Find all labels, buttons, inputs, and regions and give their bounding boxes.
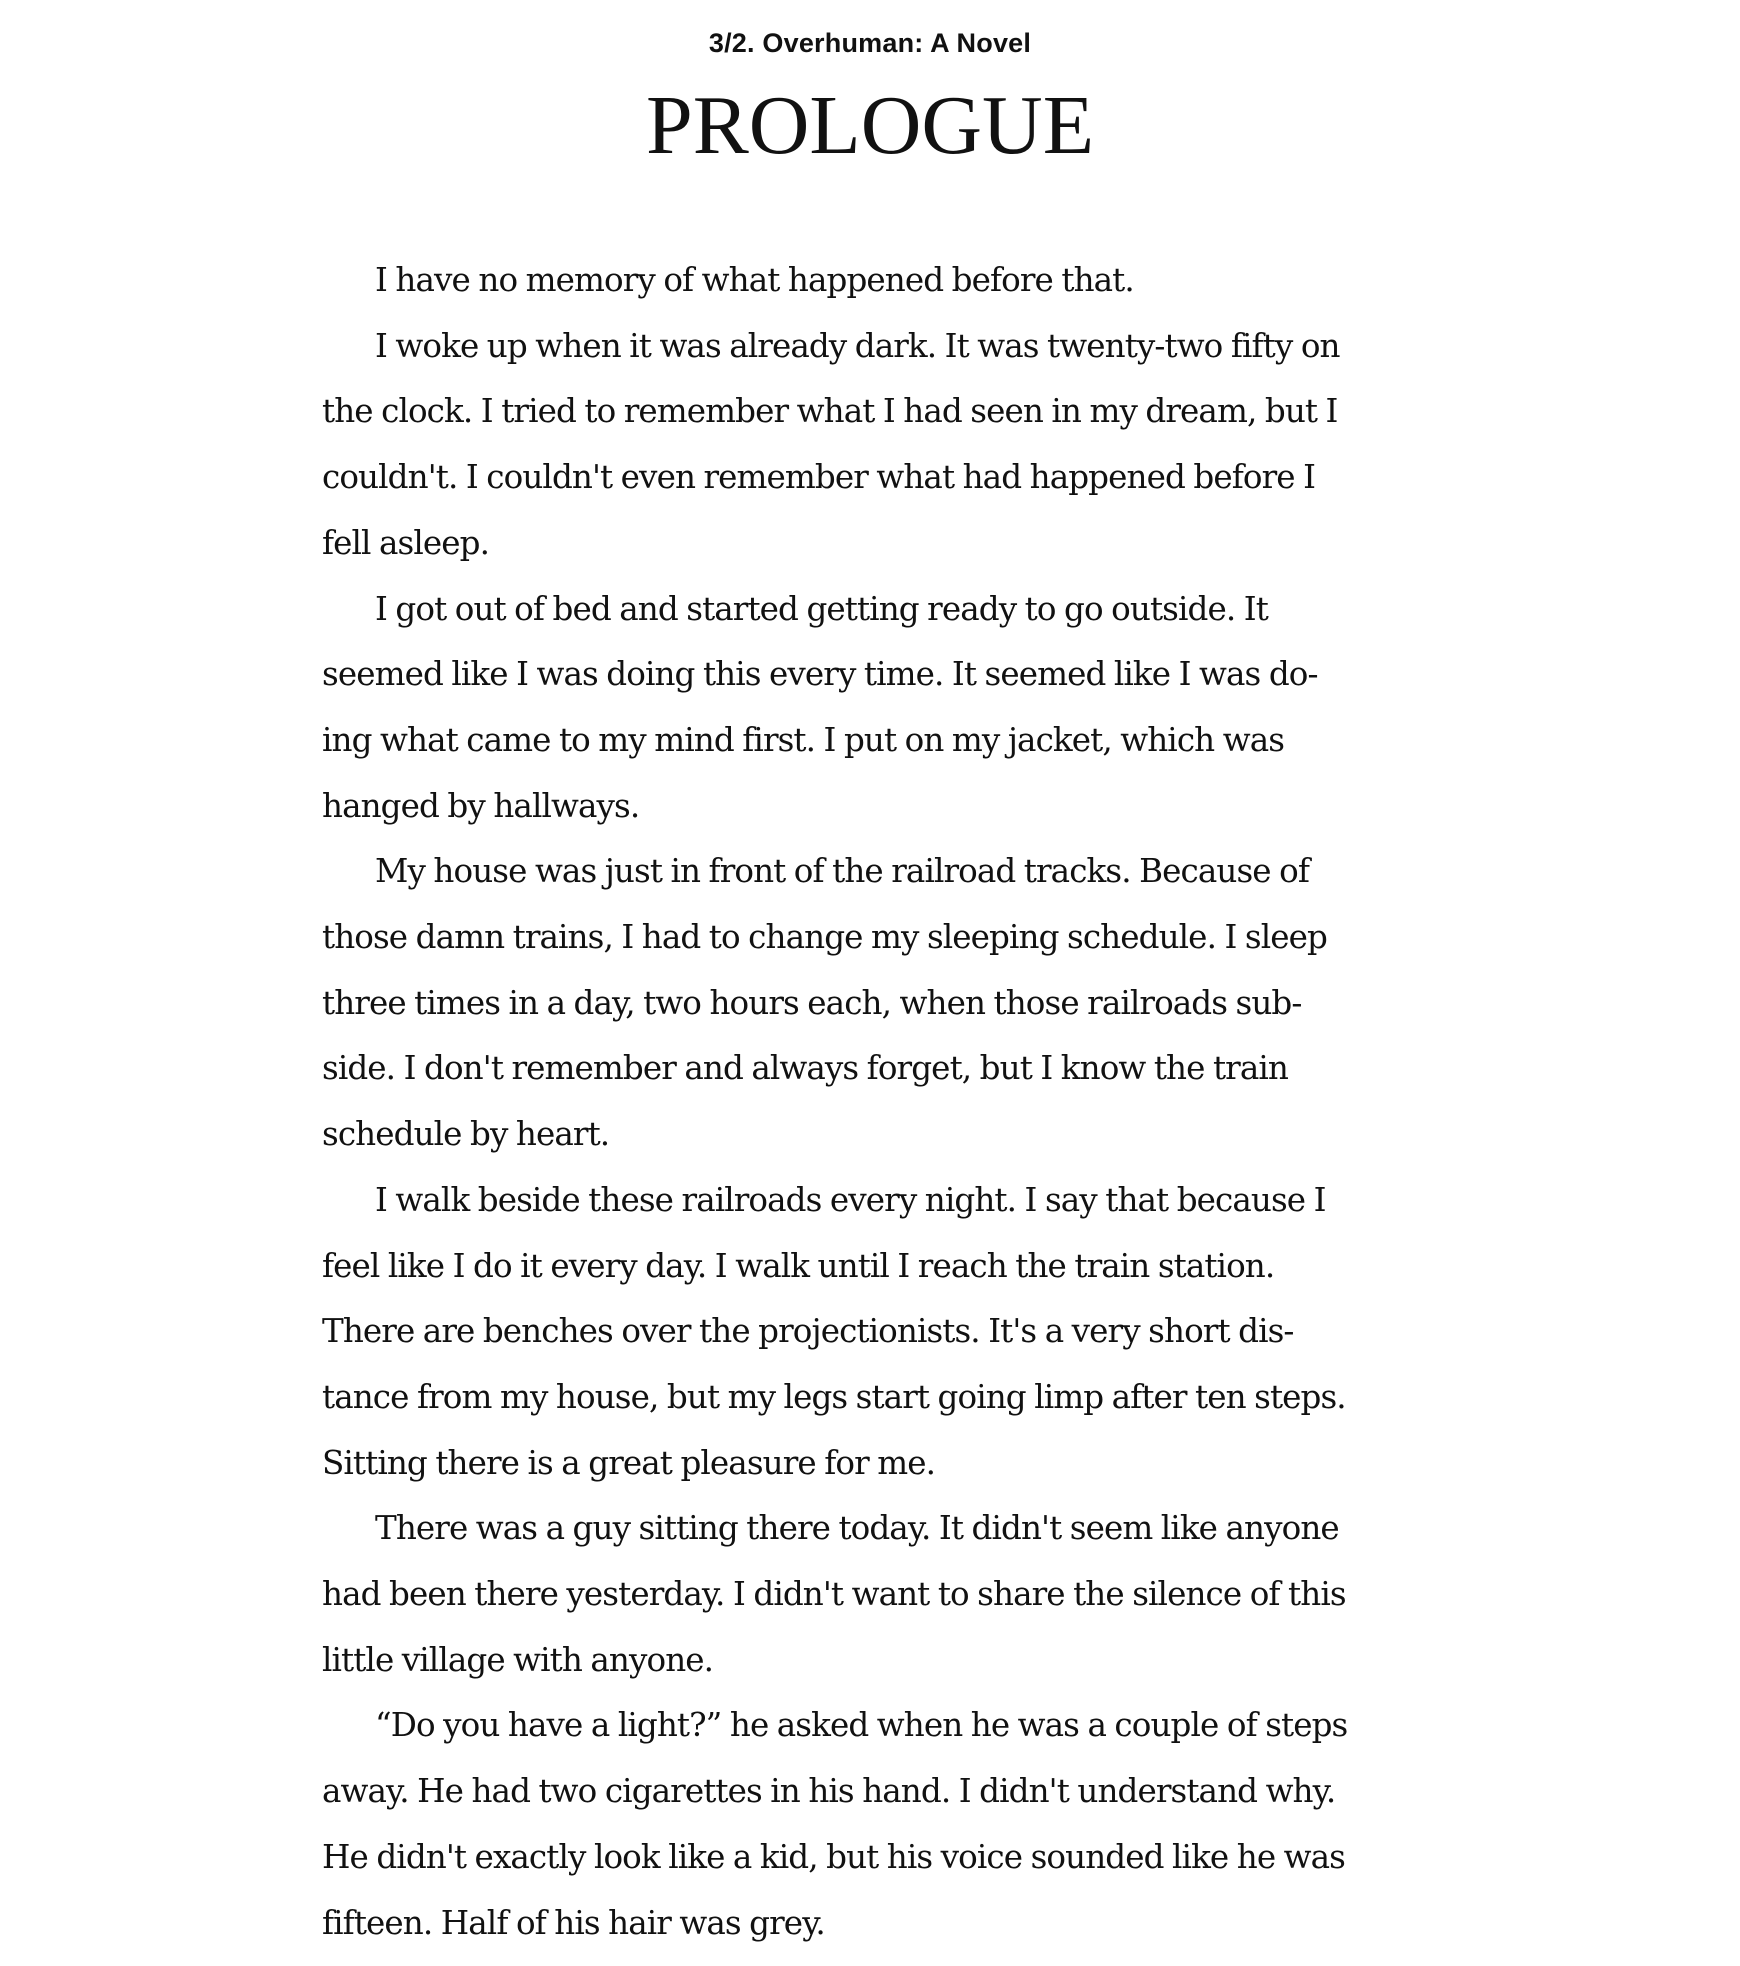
text-line: My house was just in front of the railroad tracks. Because of [375, 852, 1310, 891]
text-line: “Do you have a light?” he asked when he was a couple of steps [375, 1706, 1348, 1745]
text-line: fell asleep. [322, 523, 490, 562]
text-line: away. He had two cigarettes in his hand. I didn't understand why. [322, 1772, 1336, 1811]
text-line: hanged by hallways. [322, 786, 640, 825]
paragraph [322, 839, 1432, 1168]
text-line: couldn't. I couldn't even remember what had happened before I [322, 458, 1316, 497]
text-line: Sitting there is a great pleasure for me. [322, 1443, 936, 1482]
paragraph [322, 1693, 1432, 1956]
text-line: I have no memory of what happened before that. [375, 261, 1134, 299]
text-line: those damn trains, I had to change my sleeping schedule. I sleep [322, 918, 1327, 957]
paragraph [322, 248, 1432, 314]
chapter-title: PROLOGUE [645, 79, 1094, 172]
text-line: had been there yesterday. I didn't want to share the silence of this [322, 1575, 1346, 1614]
text-line: side. I don't remember and always forget, but I know the train [322, 1049, 1288, 1088]
text-line: little village with anyone. [322, 1640, 714, 1679]
body-text [322, 248, 1432, 1956]
paragraph [322, 577, 1432, 840]
text-line: There are benches over the projectionists. It's a very short dis- [322, 1312, 1294, 1351]
text-line: three times in a day, two hours each, when those railroads sub- [322, 983, 1302, 1022]
text-line: the clock. I tried to remember what I had seen in my dream, but I [322, 392, 1338, 431]
text-line: He didn't exactly look like a kid, but his voice sounded like he was [322, 1837, 1345, 1876]
running-header: 3/2. Overhuman: A Novel [708, 28, 1032, 58]
text-line: tance from my house, but my legs start going limp after ten steps. [322, 1377, 1346, 1416]
paragraph [322, 1168, 1432, 1497]
paragraph [322, 1496, 1432, 1693]
text-line: fifteen. Half of his hair was grey. [322, 1903, 825, 1942]
paragraph [322, 314, 1432, 577]
text-line: schedule by heart. [322, 1115, 610, 1154]
text-line: feel like I do it every day. I walk until I reach the train station. [322, 1246, 1275, 1285]
text-line: seemed like I was doing this every time. It seemed like I was do- [322, 655, 1318, 694]
text-line: There was a guy sitting there today. It didn't seem like anyone [375, 1509, 1339, 1548]
text-line: ing what came to my mind first. I put on my jacket, which was [322, 720, 1285, 759]
text-line: I got out of bed and started getting ready to go outside. It [375, 589, 1268, 628]
text-line: I woke up when it was already dark. It was twenty-two fifty on [375, 326, 1340, 365]
text-line: I walk beside these railroads every night. I say that because I [375, 1180, 1326, 1219]
